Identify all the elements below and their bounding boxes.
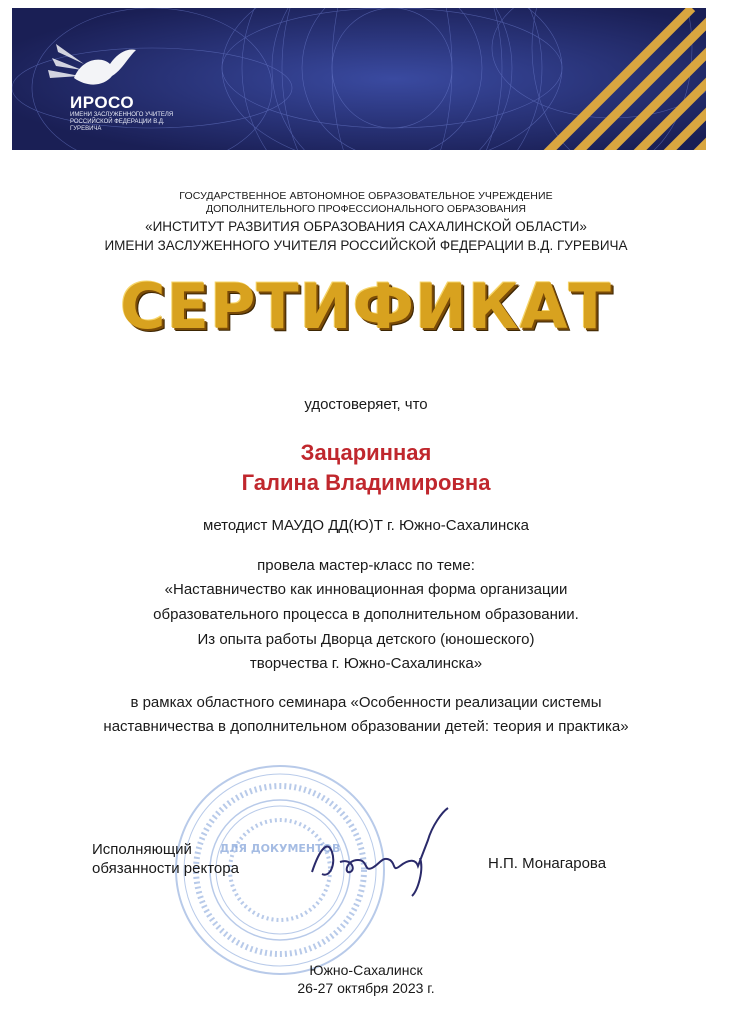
certificate-title: СЕРТИФИКАТ xyxy=(120,270,612,343)
signer-name: Н.П. Монагарова xyxy=(488,855,607,872)
org-line-3: «ИНСТИТУТ РАЗВИТИЯ ОБРАЗОВАНИЯ САХАЛИНСКОЙ ОБЛАСТИ» xyxy=(145,219,587,234)
recipient-surname: Зацаринная xyxy=(300,440,432,465)
topic-line: образовательного процесса в дополнительном образовании. xyxy=(153,606,579,623)
signer-role-line-1: Исполняющий xyxy=(92,841,192,858)
certifies-text: удостоверяет, что xyxy=(304,396,428,413)
footer-date: 26-27 октября 2023 г. xyxy=(297,980,435,996)
topic-line: «Наставничество как инновационная форма организации xyxy=(164,581,568,598)
org-line-2: ДОПОЛНИТЕЛЬНОГО ПРОФЕССИОНАЛЬНОГО ОБРАЗОВАНИЯ xyxy=(206,203,526,215)
topic-line: творчества г. Южно-Сахалинска» xyxy=(249,655,483,672)
recipient-position: методист МАУДО ДД(Ю)Т г. Южно-Сахалинска xyxy=(203,517,529,534)
org-line-1: ГОСУДАРСТВЕННОЕ АВТОНОМНОЕ ОБРАЗОВАТЕЛЬНОЕ УЧРЕЖДЕНИЕ xyxy=(179,190,553,202)
signature-icon xyxy=(292,800,462,900)
logo-title: ИРОСО xyxy=(70,93,135,112)
header-banner xyxy=(12,8,706,150)
org-line-4: ИМЕНИ ЗАСЛУЖЕННОГО УЧИТЕЛЯ РОССИЙСКОЙ ФЕДЕРАЦИИ В.Д. ГУРЕВИЧА xyxy=(104,238,628,253)
signer-role xyxy=(92,840,239,878)
context-line: в рамках областного семинара «Особенности реализации системы xyxy=(130,694,602,711)
stamp-label: ДЛЯ ДОКУМЕНТОВ xyxy=(219,842,341,855)
topic-line: Из опыта работы Дворца детского (юношеского) xyxy=(197,631,535,648)
context-line: наставничества в дополнительном образовании детей: теория и практика» xyxy=(103,718,629,735)
achievement-intro: провела мастер-класс по теме: xyxy=(257,557,475,574)
footer-city: Южно-Сахалинск xyxy=(309,962,423,978)
signer-role-line-2: обязанности ректора xyxy=(92,860,239,877)
logo-subtitle: ИМЕНИ ЗАСЛУЖЕННОГО УЧИТЕЛЯ РОССИЙСКОЙ ФЕДЕРАЦИИ В.Д. ГУРЕВИЧА xyxy=(70,112,174,132)
recipient-given-names: Галина Владимировна xyxy=(241,470,491,495)
